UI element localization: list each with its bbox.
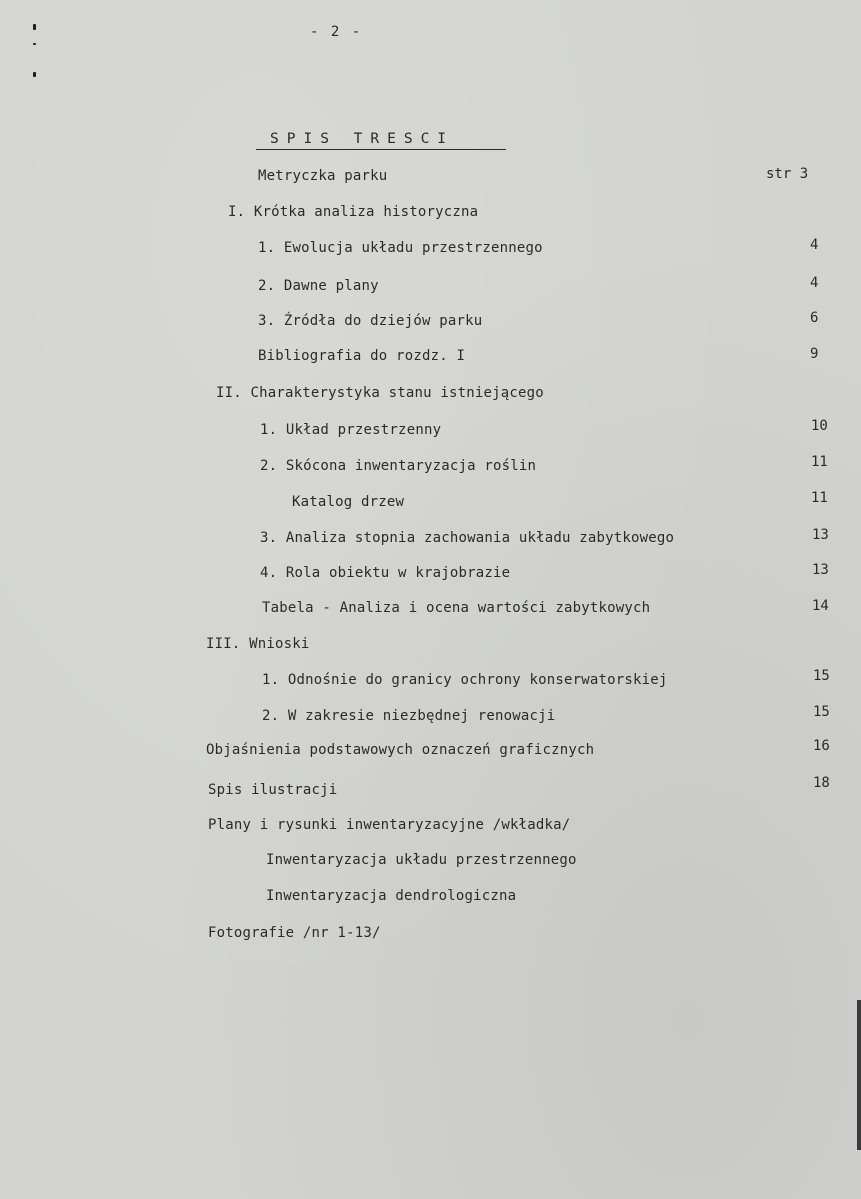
toc-entry-1-2: 2. Dawne plany	[258, 278, 379, 294]
toc-page-1-2: 4	[810, 275, 819, 291]
toc-page-tabela: 14	[812, 598, 829, 614]
toc-chapter-1: I. Krótka analiza historyczna	[228, 204, 479, 220]
page-title: SPIS TRESCI	[256, 131, 506, 150]
toc-page-1-3: 6	[810, 310, 819, 326]
toc-entry-spis-ilustracji: Spis ilustracji	[208, 782, 338, 798]
toc-page-1-1: 4	[810, 237, 819, 253]
toc-page-metryczka: str 3	[766, 166, 809, 182]
page-number: - 2 -	[310, 24, 363, 40]
toc-page-bibliografia: 9	[810, 346, 819, 362]
toc-entry-metryczka: Metryczka parku	[258, 168, 388, 184]
toc-entry-tabela: Tabela - Analiza i ocena wartości zabytkowych	[262, 600, 651, 616]
scan-edge-shadow	[857, 1000, 861, 1150]
toc-entry-2-1: 1. Układ przestrzenny	[260, 422, 442, 438]
toc-page-2-4: 13	[812, 562, 829, 578]
toc-chapter-2: II. Charakterystyka stanu istniejącego	[216, 385, 544, 401]
toc-chapter-3: III. Wnioski	[206, 636, 310, 652]
toc-page-2-3: 13	[812, 527, 829, 543]
toc-entry-katalog: Katalog drzew	[292, 494, 405, 510]
toc-entry-2-3: 3. Analiza stopnia zachowania układu zabytkowego	[260, 530, 675, 546]
toc-entry-1-3: 3. Źródła do dziejów parku	[258, 313, 483, 329]
toc-entry-1-1: 1. Ewolucja układu przestrzennego	[258, 240, 543, 256]
toc-entry-2-4: 4. Rola obiektu w krajobrazie	[260, 565, 511, 581]
toc-page-2-2: 11	[811, 454, 828, 470]
punch-mark-top	[33, 24, 36, 30]
toc-entry-plany: Plany i rysunki inwentaryzacyjne /wkładka/	[208, 817, 571, 833]
toc-page-3-1: 15	[813, 668, 830, 684]
toc-entry-3-1: 1. Odnośnie do granicy ochrony konserwatorskiej	[262, 672, 668, 688]
toc-entry-objasnienia: Objaśnienia podstawowych oznaczeń graficznych	[206, 742, 595, 758]
toc-entry-fotografie: Fotografie /nr 1-13/	[208, 925, 381, 941]
toc-entry-inw-ukladu: Inwentaryzacja układu przestrzennego	[266, 852, 577, 868]
punch-mark-bottom	[33, 72, 36, 77]
toc-page-katalog: 11	[811, 490, 828, 506]
toc-entry-2-2: 2. Skócona inwentaryzacja roślin	[260, 458, 537, 474]
toc-page-objasnienia: 16	[813, 738, 830, 754]
punch-mark-middle	[33, 43, 36, 45]
toc-page-spis-ilustracji: 18	[813, 775, 830, 791]
toc-entry-3-2: 2. W zakresie niezbędnej renowacji	[262, 708, 556, 724]
toc-page-2-1: 10	[811, 418, 828, 434]
toc-page-3-2: 15	[813, 704, 830, 720]
toc-entry-bibliografia: Bibliografia do rozdz. I	[258, 348, 466, 364]
toc-entry-inw-dendro: Inwentaryzacja dendrologiczna	[266, 888, 517, 904]
